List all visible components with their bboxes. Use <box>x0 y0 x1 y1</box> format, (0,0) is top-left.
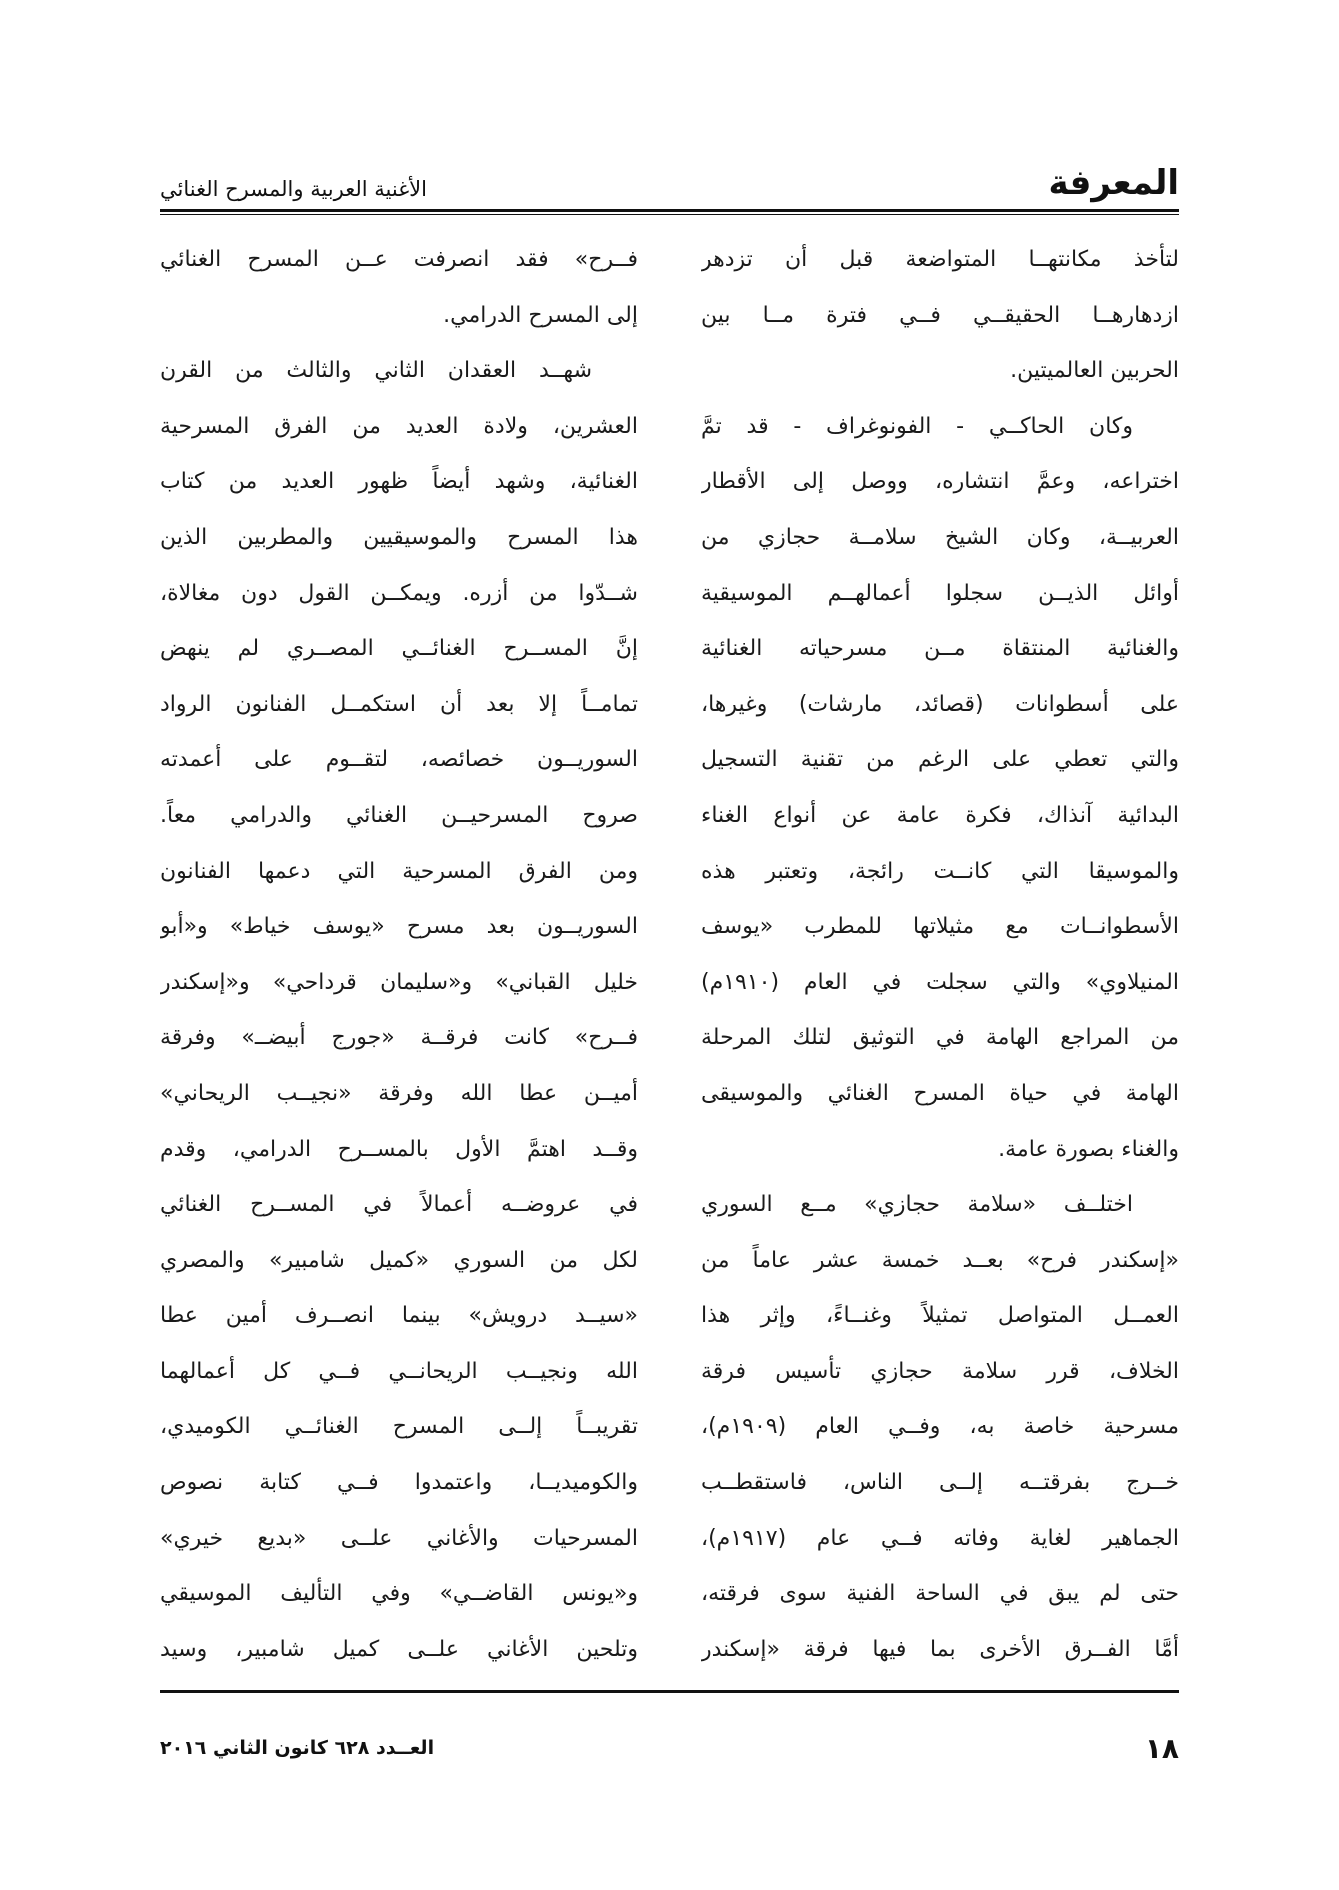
magazine-logo: المعرفة <box>1048 163 1179 203</box>
text-line: المسرحيات والأغاني علــى «بديع خيري» <box>160 1525 638 1551</box>
text-line: من المراجع الهامة في التوثيق لتلك المرحلة <box>701 1025 1179 1051</box>
text-column-right <box>701 232 1179 1662</box>
text-line: الله ونجيــب الريحانــي فــي كل أعمالهما <box>160 1358 638 1384</box>
text-line: فــرح» كانت فرقــة «جورج أبيضــ» وفرقة <box>160 1025 638 1051</box>
text-line: و«يونس القاضــي» وفي التأليف الموسيقي <box>160 1581 638 1607</box>
text-line: إنَّ المســرح الغنائــي المصــري لم ينهض <box>160 636 638 662</box>
text-line: مسرحية خاصة به، وفــي العام (١٩٠٩م)، <box>701 1414 1179 1440</box>
text-line: وكان الحاكــي - الفونوغراف - قد تمَّ <box>701 413 1133 439</box>
text-line: لكل من السوري «كميل شامبير» والمصري <box>160 1247 638 1273</box>
text-line: تقريبــاً إلــى المسرح الغنائــي الكوميدي، <box>160 1414 638 1440</box>
text-line: الخلاف، قرر سلامة حجازي تأسيس فرقة <box>701 1358 1179 1384</box>
article-body <box>160 232 1179 1662</box>
text-line: والكوميديــا، واعتمدوا فــي كتابة نصوص <box>160 1470 638 1496</box>
text-line: أميــن عطا الله وفرقة «نجيــب الريحاني» <box>160 1080 638 1106</box>
footer-rule <box>160 1690 1179 1693</box>
text-line: وتلحين الأغاني علــى كميل شامبير، وسيد <box>160 1636 638 1662</box>
text-line: العمــل المتواصل تمثيلاً وغنــاءً، وإثر هذا <box>701 1303 1179 1329</box>
text-line: اختراعه، وعمَّ انتشاره، ووصل إلى الأقطار <box>701 469 1179 495</box>
page-footer <box>160 1728 1179 1768</box>
text-line: البدائية آنذاك، فكرة عامة عن أنواع الغناء <box>701 802 1179 828</box>
text-column-left <box>160 232 638 1662</box>
text-line: والغنائية المنتقاة مــن مسرحياته الغنائية <box>701 636 1179 662</box>
text-line: ازدهارهــا الحقيقــي فــي فترة مــا بين <box>701 302 1179 328</box>
header-rule <box>160 209 1179 212</box>
text-line: أمَّا الفــرق الأخرى بما فيها فرقة «إسكندر <box>701 1636 1179 1662</box>
text-line: أوائل الذيــن سجلوا أعمالهــم الموسيقية <box>701 580 1179 606</box>
text-line: تمامــاً إلا بعد أن استكمــل الفنانون الرواد <box>160 691 638 717</box>
text-line: العشرين، ولادة العديد من الفرق المسرحية <box>160 413 638 439</box>
text-line: حتى لم يبق في الساحة الفنية سوى فرقته، <box>701 1581 1179 1607</box>
text-line: شــدّوا من أزره. ويمكــن القول دون مغالاة، <box>160 580 638 606</box>
text-line: في عروضــه أعمالاً في المســرح الغنائي <box>160 1192 638 1218</box>
text-line: صروح المسرحيــن الغنائي والدرامي معاً. <box>160 802 638 828</box>
text-line: الهامة في حياة المسرح الغنائي والموسيقى <box>701 1080 1179 1106</box>
text-line: الحربين العالميتين. <box>1010 358 1179 384</box>
text-line: العربيــة، وكان الشيخ سلامــة حجازي من <box>701 524 1179 550</box>
text-line: المنيلاوي» والتي سجلت في العام (١٩١٠م) <box>701 969 1179 995</box>
page-number: ١٨ <box>1144 1731 1179 1765</box>
text-line: والغناء بصورة عامة. <box>998 1136 1179 1162</box>
text-line: الغنائية، وشهد أيضاً ظهور العديد من كتاب <box>160 469 638 495</box>
text-line: إلى المسرح الدرامي. <box>443 302 638 328</box>
text-line: الأسطوانــات مع مثيلاتها للمطرب «يوسف <box>701 914 1179 940</box>
text-line: الجماهير لغاية وفاته فــي عام (١٩١٧م)، <box>701 1525 1179 1551</box>
text-line: والتي تعطي على الرغم من تقنية التسجيل <box>701 747 1179 773</box>
text-line: السوريــون خصائصه، لتقــوم على أعمدته <box>160 747 638 773</box>
text-line: شهــد العقدان الثاني والثالث من القرن <box>160 358 592 384</box>
issue-info: العــدد ٦٢٨ كانون الثاني ٢٠١٦ <box>160 1737 435 1759</box>
text-line: هذا المسرح والموسيقيين والمطربين الذين <box>160 524 638 550</box>
page-header <box>160 150 1179 203</box>
text-line: لتأخذ مكانتهــا المتواضعة قبل أن تزدهر <box>701 247 1179 272</box>
text-line: وقــد اهتمَّ الأول بالمســرح الدرامي، وقدم <box>160 1136 638 1162</box>
text-line: فــرح» فقد انصرفت عــن المسرح الغنائي <box>160 247 638 272</box>
text-line: «إسكندر فرح» بعــد خمسة عشر عاماً من <box>701 1247 1179 1273</box>
text-line: خــرج بفرقتــه إلــى الناس، فاستقطــب <box>701 1470 1179 1496</box>
header-rule-thin <box>160 214 1179 215</box>
text-line: ومن الفرق المسرحية التي دعمها الفنانون <box>160 858 638 884</box>
running-title: الأغنية العربية والمسرح الغنائي <box>160 177 427 201</box>
text-line: والموسيقا التي كانــت رائجة، وتعتبر هذه <box>701 858 1179 884</box>
text-line: «سيــد درويش» بينما انصــرف أمين عطا <box>160 1303 638 1329</box>
text-line: على أسطوانات (قصائد، مارشات) وغيرها، <box>701 691 1179 717</box>
text-line: السوريــون بعد مسرح «يوسف خياط» و«أبو <box>160 914 638 940</box>
text-line: اختلــف «سلامة حجازي» مــع السوري <box>701 1192 1133 1218</box>
text-line: خليل القباني» و«سليمان قرداحي» و«إسكندر <box>160 969 638 995</box>
